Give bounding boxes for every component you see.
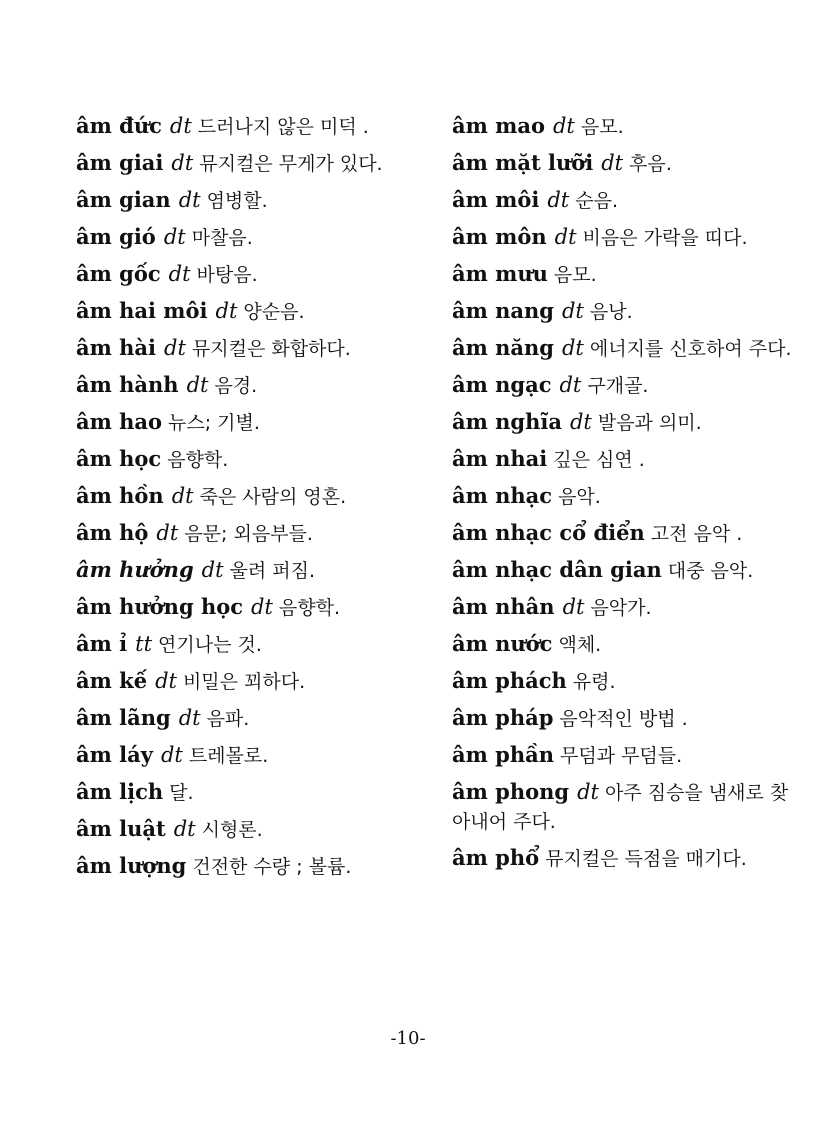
dictionary-entry [452, 297, 796, 326]
entry-headword: âm hao [76, 409, 163, 434]
entry-part-of-speech: dt [155, 669, 177, 693]
entry-definition: 비밀은 꾀하다. [182, 671, 306, 693]
entry-definition: 죽은 사람의 영혼. [199, 486, 347, 508]
entry-definition: 음모. [580, 116, 624, 138]
entry-definition: 유령. [572, 671, 616, 693]
entry-headword: âm môi [452, 187, 540, 212]
dictionary-entry [76, 519, 420, 548]
entry-headword: âm ỉ [76, 631, 128, 656]
dictionary-entry [452, 704, 796, 733]
entry-definition: 음향학. [167, 449, 229, 471]
dictionary-entry [452, 482, 796, 511]
entry-part-of-speech: dt [601, 151, 624, 175]
entry-headword: âm mao [452, 113, 545, 138]
entry-headword: âm hộ [76, 520, 149, 545]
right-column [452, 112, 796, 881]
dictionary-entry [452, 223, 796, 252]
entry-part-of-speech: dt [173, 817, 196, 841]
entry-definition: 아주 짐승을 냄새로 찾아내어 주다. [452, 782, 789, 833]
entry-definition: 순음. [575, 190, 618, 212]
entry-part-of-speech: dt [186, 373, 209, 397]
entry-headword: âm nước [452, 631, 553, 656]
entry-headword: âm nhân [452, 594, 555, 619]
dictionary-entry [76, 297, 420, 326]
entry-headword: âm gốc [76, 261, 161, 286]
entry-definition: 무덤과 무덤들. [559, 745, 683, 767]
dictionary-entry [76, 630, 420, 659]
entry-definition: 뉴스; 기별. [168, 412, 260, 434]
page-number: -10- [390, 1028, 426, 1049]
entry-part-of-speech: dt [251, 595, 273, 619]
entry-definition: 드러나지 않은 미덕 . [197, 116, 369, 138]
dictionary-entry [452, 112, 796, 141]
entry-part-of-speech: dt [554, 225, 577, 249]
entry-part-of-speech: dt [164, 336, 186, 360]
entry-part-of-speech: dt [169, 114, 192, 138]
dictionary-entry [452, 556, 796, 585]
dictionary-entry [452, 630, 796, 659]
entry-part-of-speech: dt [178, 706, 201, 730]
dictionary-entry [76, 852, 420, 881]
dictionary-entry [76, 186, 420, 215]
entry-part-of-speech: dt [168, 262, 191, 286]
entry-headword: âm gió [76, 224, 156, 249]
entry-headword: âm láy [76, 742, 153, 767]
entry-headword: âm nhạc cổ điển [452, 520, 645, 545]
entry-definition: 액체. [558, 634, 602, 656]
dictionary-entry [76, 371, 420, 400]
dictionary-entry [452, 445, 796, 474]
entry-headword: âm phổ [452, 845, 540, 870]
entry-part-of-speech: dt [163, 225, 186, 249]
entry-headword: âm luật [76, 816, 166, 841]
entry-definition: 음문; 외음부들. [184, 523, 313, 545]
dictionary-entry [452, 186, 796, 215]
entry-definition: 후음. [629, 153, 672, 175]
entry-part-of-speech: dt [156, 521, 179, 545]
entry-definition: 시형론. [201, 819, 263, 841]
entry-part-of-speech: dt [562, 595, 585, 619]
entry-headword: âm phần [452, 742, 554, 767]
entry-headword: âm phong [452, 779, 570, 804]
entry-definition: 음경. [214, 375, 258, 397]
dictionary-entry [76, 223, 420, 252]
entry-headword: âm môn [452, 224, 547, 249]
entry-definition: 음악적인 방법 . [559, 708, 688, 730]
entry-definition: 마찰음. [191, 227, 253, 249]
entry-definition: 뮤지컬은 화합하다. [191, 338, 351, 360]
entry-headword: âm hai môi [76, 298, 208, 323]
entry-definition: 에너지를 신호하여 주다. [589, 338, 792, 360]
entry-headword: âm nhạc dân gian [452, 557, 662, 582]
entry-part-of-speech: dt [559, 373, 582, 397]
dictionary-entry [76, 556, 420, 585]
entry-definition: 트레몰로. [188, 745, 269, 767]
dictionary-entry [76, 149, 420, 178]
dictionary-entry [76, 778, 420, 807]
entry-definition: 음악. [558, 486, 601, 508]
dictionary-entry [452, 519, 796, 548]
entry-headword: âm nghĩa [452, 409, 562, 434]
entry-headword: âm nang [452, 298, 554, 323]
dictionary-entry [452, 593, 796, 622]
dictionary-entry [76, 482, 420, 511]
entry-headword: âm pháp [452, 705, 554, 730]
dictionary-entry [76, 593, 420, 622]
entry-headword: âm hài [76, 335, 156, 360]
entry-headword: âm phách [452, 668, 567, 693]
dictionary-entry [76, 704, 420, 733]
entry-part-of-speech: dt [201, 558, 224, 582]
entry-definition: 연기나는 것. [158, 634, 262, 656]
entry-definition: 발음과 의미. [597, 412, 702, 434]
entry-headword: âm hồn [76, 483, 164, 508]
entry-definition: 달. [169, 782, 194, 804]
entry-headword: âm gian [76, 187, 171, 212]
entry-headword: âm hưởng học [76, 594, 244, 619]
dictionary-entry [452, 260, 796, 289]
entry-headword: âm mặt lưỡi [452, 150, 594, 175]
entry-part-of-speech: dt [561, 299, 584, 323]
entry-part-of-speech: tt [135, 632, 153, 656]
dictionary-entry [76, 112, 420, 141]
entry-headword: âm lịch [76, 779, 164, 804]
entry-headword: âm giai [76, 150, 164, 175]
entry-part-of-speech: dt [569, 410, 592, 434]
entry-headword: âm học [76, 446, 162, 471]
entry-headword: âm nhai [452, 446, 548, 471]
entry-part-of-speech: dt [577, 780, 599, 804]
entry-definition: 음낭. [589, 301, 633, 323]
dictionary-entry [452, 667, 796, 696]
entry-headword: âm lãng [76, 705, 171, 730]
dictionary-entry [452, 149, 796, 178]
entry-definition: 대중 음악. [667, 560, 754, 582]
entry-definition: 고전 음악 . [650, 523, 743, 545]
entry-definition: 깊은 심연 . [553, 449, 645, 471]
entry-part-of-speech: dt [215, 299, 238, 323]
dictionary-entry [452, 778, 796, 836]
dictionary-entry [452, 371, 796, 400]
dictionary-entry [76, 741, 420, 770]
entry-definition: 뮤지컬은 득점을 매기다. [545, 848, 747, 870]
entry-part-of-speech: dt [547, 188, 570, 212]
entry-headword: âm mưu [452, 261, 548, 286]
dictionary-entry [452, 408, 796, 437]
dictionary-entry [76, 408, 420, 437]
entry-definition: 건전한 수량 ; 볼륨. [192, 856, 352, 878]
dictionary-entry [76, 334, 420, 363]
dictionary-entry [452, 844, 796, 873]
entry-definition: 울려 퍼짐. [229, 560, 316, 582]
entry-definition: 바탕음. [196, 264, 258, 286]
entry-headword: âm ngạc [452, 372, 552, 397]
entry-headword: âm hành [76, 372, 179, 397]
entry-definition: 음악가. [590, 597, 652, 619]
entry-headword: âm kế [76, 668, 148, 693]
entry-headword: âm nhạc [452, 483, 553, 508]
entry-part-of-speech: dt [160, 743, 183, 767]
left-column [76, 112, 420, 889]
entry-part-of-speech: dt [178, 188, 201, 212]
entry-definition: 비음은 가락을 띠다. [582, 227, 748, 249]
entry-headword: âm lượng [76, 853, 187, 878]
entry-definition: 음파. [206, 708, 250, 730]
entry-definition: 뮤지컬은 무게가 있다. [199, 153, 383, 175]
entry-headword: âm năng [452, 335, 554, 360]
dictionary-entry [452, 334, 796, 363]
entry-definition: 음모. [553, 264, 597, 286]
entry-part-of-speech: dt [552, 114, 575, 138]
dictionary-entry [76, 260, 420, 289]
dictionary-entry [76, 815, 420, 844]
dictionary-entry [76, 667, 420, 696]
entry-part-of-speech: dt [171, 484, 194, 508]
dictionary-entry [452, 741, 796, 770]
entry-definition: 염병할. [206, 190, 268, 212]
entry-headword: âm đức [76, 113, 162, 138]
dictionary-entry [76, 445, 420, 474]
entry-definition: 구개골. [587, 375, 649, 397]
entry-headword: âm hưởng [76, 557, 194, 582]
entry-definition: 음향학. [278, 597, 341, 619]
entry-part-of-speech: dt [171, 151, 194, 175]
entry-definition: 양순음. [243, 301, 305, 323]
entry-part-of-speech: dt [561, 336, 584, 360]
